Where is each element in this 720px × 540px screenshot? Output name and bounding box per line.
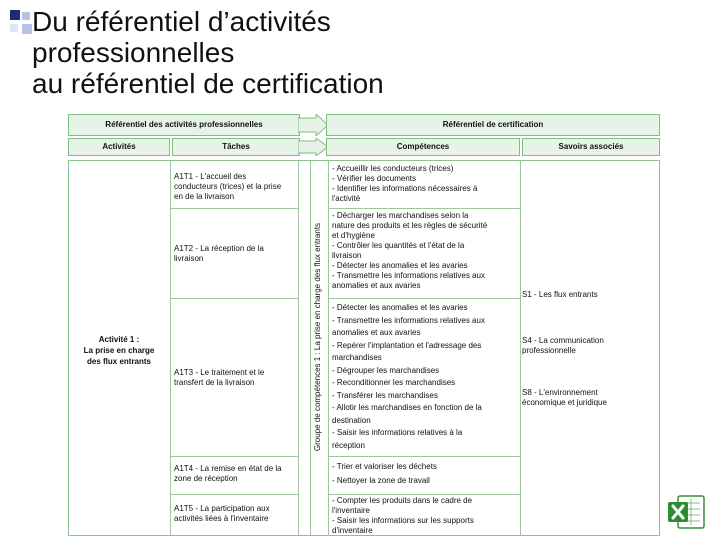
title-line-2: professionnelles — [32, 37, 235, 68]
task-a1t5: A1T5 - La participation aux activités liées à l'inventaire — [174, 504, 270, 523]
competence-block-4: - Trier et valoriser les déchets - Nettoyer la zone de travail — [332, 462, 437, 485]
header-competences-label: Compétences — [396, 142, 450, 151]
header-taches-label: Tâches — [222, 142, 250, 151]
task-a1t4: A1T4 - La remise en état de la zone de réception — [174, 464, 282, 483]
competence-block-5: - Compter les produits dans le cadre de l'inventaire - Saisir les informations sur les supports d'inventaire — [332, 496, 474, 535]
slide-title — [32, 6, 512, 99]
excel-icon[interactable] — [666, 494, 706, 530]
activity-1-label: Activité 1 : La prise en charge des flux entrants — [83, 335, 155, 366]
header-ref-activites-label: Référentiel des activités professionnelles — [105, 120, 263, 129]
savoir-s8: S8 - L'environnement économique et juridique — [522, 388, 607, 407]
competence-group-label: Groupe de compétences 1 : La prise en charge des flux entrants — [313, 222, 322, 452]
savoir-s1: S1 - Les flux entrants — [522, 290, 598, 299]
task-a1t2: A1T2 - La réception de la livraison — [174, 244, 264, 263]
task-a1t3: A1T3 - Le traitement et le transfert de la livraison — [174, 368, 265, 387]
competence-block-1: - Accueillir les conducteurs (trices) - Vérifier les documents - Identifier les informations nécessaires à l'activité — [332, 164, 478, 203]
task-a1t1: A1T1 - L'accueil des conducteurs (trices) et la prise en de la livraison — [174, 172, 282, 201]
arrow-right-icon — [298, 114, 328, 136]
competence-block-2: - Décharger les marchandises selon la nature des produits et les règles de sécurité et d'hygiène - Contrôler les quantités et l'état de la livraison - Détecter les anomalies et les avaries - Transmettre les informations relatives aux anomalies et aux avaries — [332, 211, 488, 290]
header-savoirs-label: Savoirs associés — [558, 142, 624, 151]
arrow-right-icon — [298, 138, 328, 156]
savoir-s4: S4 - La communication professionnelle — [522, 336, 604, 355]
competence-block-3: - Détecter les anomalies et les avaries - Transmettre les informations relatives aux anomalies et aux avaries - Repérer l'implantation et l'adressage des marchandises - Dégrouper les marchandises - Reconditionner les marchandises - Transférer les marchandises - Allotir les marchandises en fonction de la destination - Saisir les informations relatives à la réception — [332, 303, 485, 450]
header-ref-certification-label: Référentiel de certification — [442, 120, 544, 129]
title-line-1: Du référentiel d’activités — [32, 6, 331, 37]
title-line-3: au référentiel de certification — [32, 68, 384, 99]
header-activites-label: Activités — [102, 142, 136, 151]
